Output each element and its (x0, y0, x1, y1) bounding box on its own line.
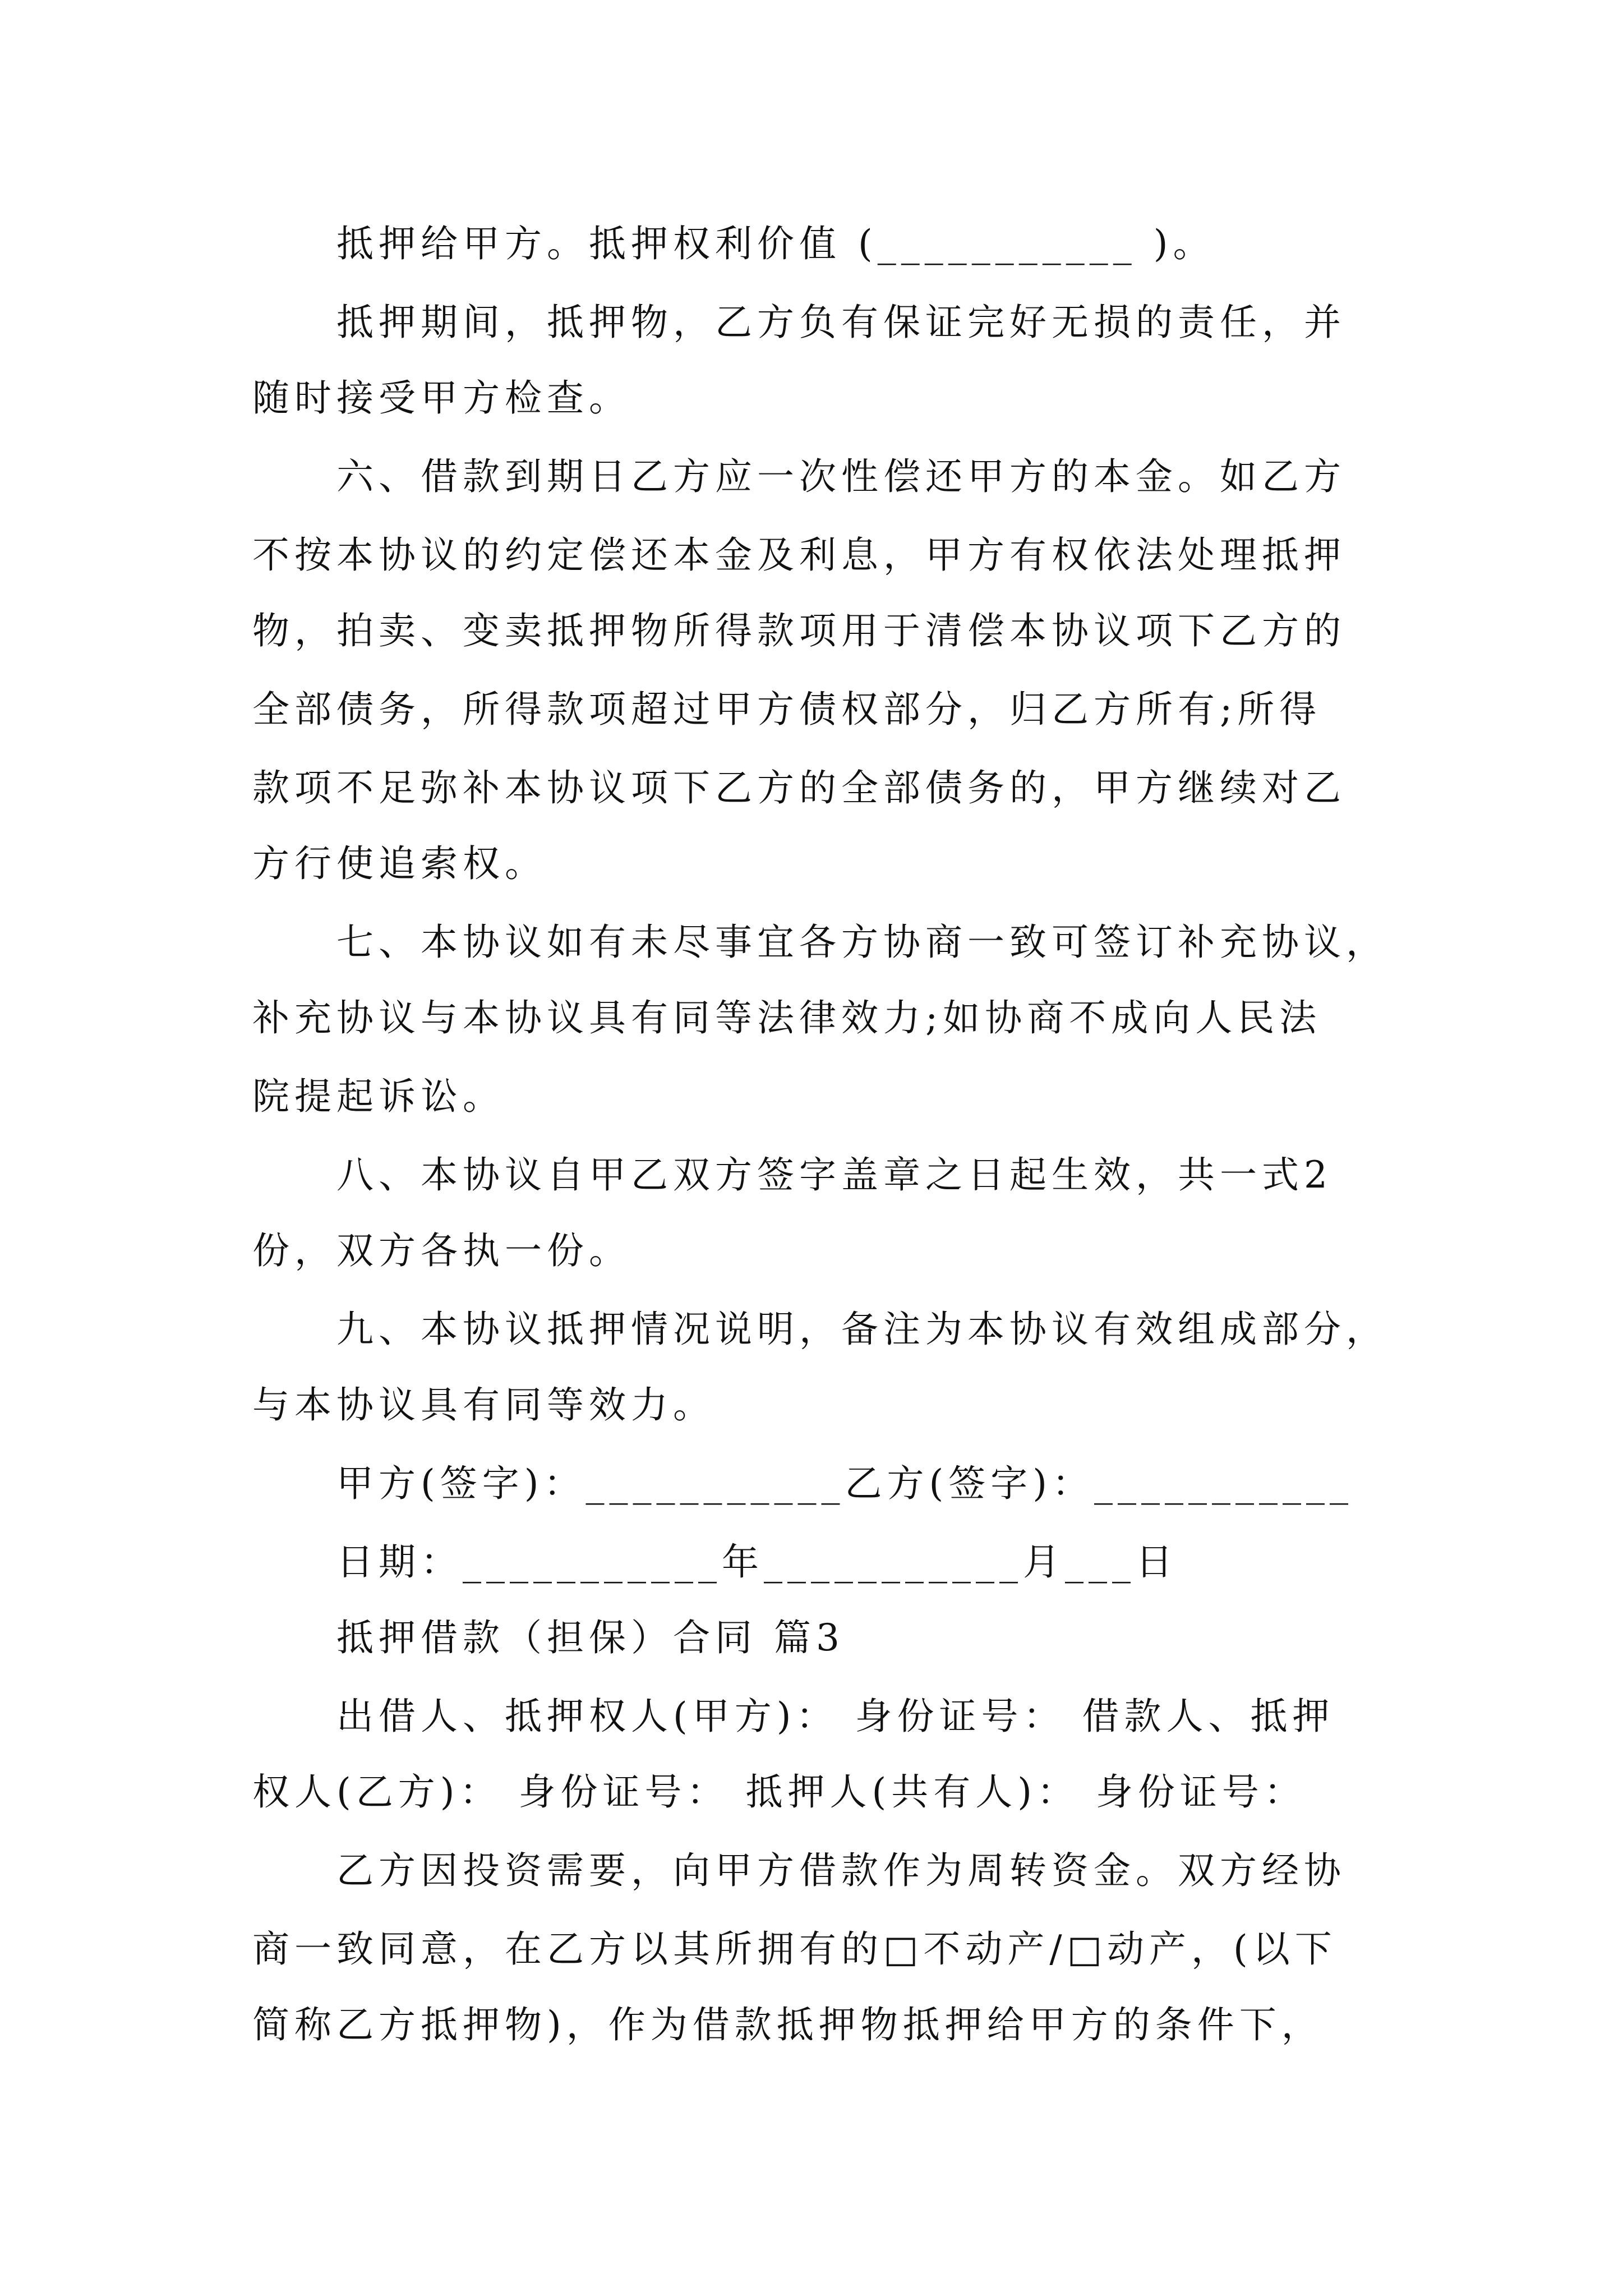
text-line: 抵押期间，抵押物，乙方负有保证完好无损的责任，并 (336, 301, 1346, 344)
text-line: 全部债务，所得款项超过甲方债权部分，归乙方所有;所得 (252, 688, 1322, 731)
text-line: 不按本协议的约定偿还本金及利息，甲方有权依法处理抵押 (252, 533, 1346, 577)
text-line: 出借人、抵押权人(甲方)： 身份证号： 借款人、抵押 (336, 1695, 1335, 1738)
signature-line: 甲方(签字)：___________乙方(签字)：___________ (336, 1462, 1353, 1505)
text-line: 方行使追索权。 (252, 842, 547, 885)
text-line: 简称乙方抵押物)，作为借款抵押物抵押给甲方的条件下， (252, 2003, 1324, 2046)
date-line: 日期：___________年___________月___日 (336, 1540, 1178, 1584)
text-line: 随时接受甲方检查。 (252, 376, 631, 420)
text-line: 七、本协议如有未尽事宜各方协商一致可签订补充协议， (336, 921, 1388, 964)
text-line: 权人(乙方)： 身份证号： 抵押人(共有人)： 身份证号： (252, 1770, 1306, 1814)
text-line: 款项不足弥补本协议项下乙方的全部债务的，甲方继续对乙 (252, 766, 1346, 809)
text-line: 与本协议具有同等效力。 (252, 1383, 715, 1427)
text-line: 九、本协议抵押情况说明，备注为本协议有效组成部分， (336, 1308, 1388, 1351)
text-line: 八、本协议自甲乙双方签字盖章之日起生效，共一式2 (336, 1153, 1332, 1197)
text-line: 院提起诉讼。 (252, 1075, 505, 1118)
text-line: 抵押给甲方。抵押权利价值 (___________ )。 (336, 222, 1215, 265)
text-line: 乙方因投资需要，向甲方借款作为周转资金。双方经协 (336, 1849, 1346, 1892)
text-line: 份，双方各执一份。 (252, 1229, 631, 1272)
text-line: 商一致同意，在乙方以其所拥有的□不动产/□动产，(以下 (252, 1927, 1337, 1971)
section-heading: 抵押借款（担保）合同 篇3 (336, 1616, 845, 1659)
text-line: 补充协议与本协议具有同等法律效力;如协商不成向人民法 (252, 996, 1322, 1039)
text-line: 六、借款到期日乙方应一次性偿还甲方的本金。如乙方 (336, 455, 1346, 498)
text-line: 物，拍卖、变卖抵押物所得款项用于清偿本协议项下乙方的 (252, 609, 1346, 652)
